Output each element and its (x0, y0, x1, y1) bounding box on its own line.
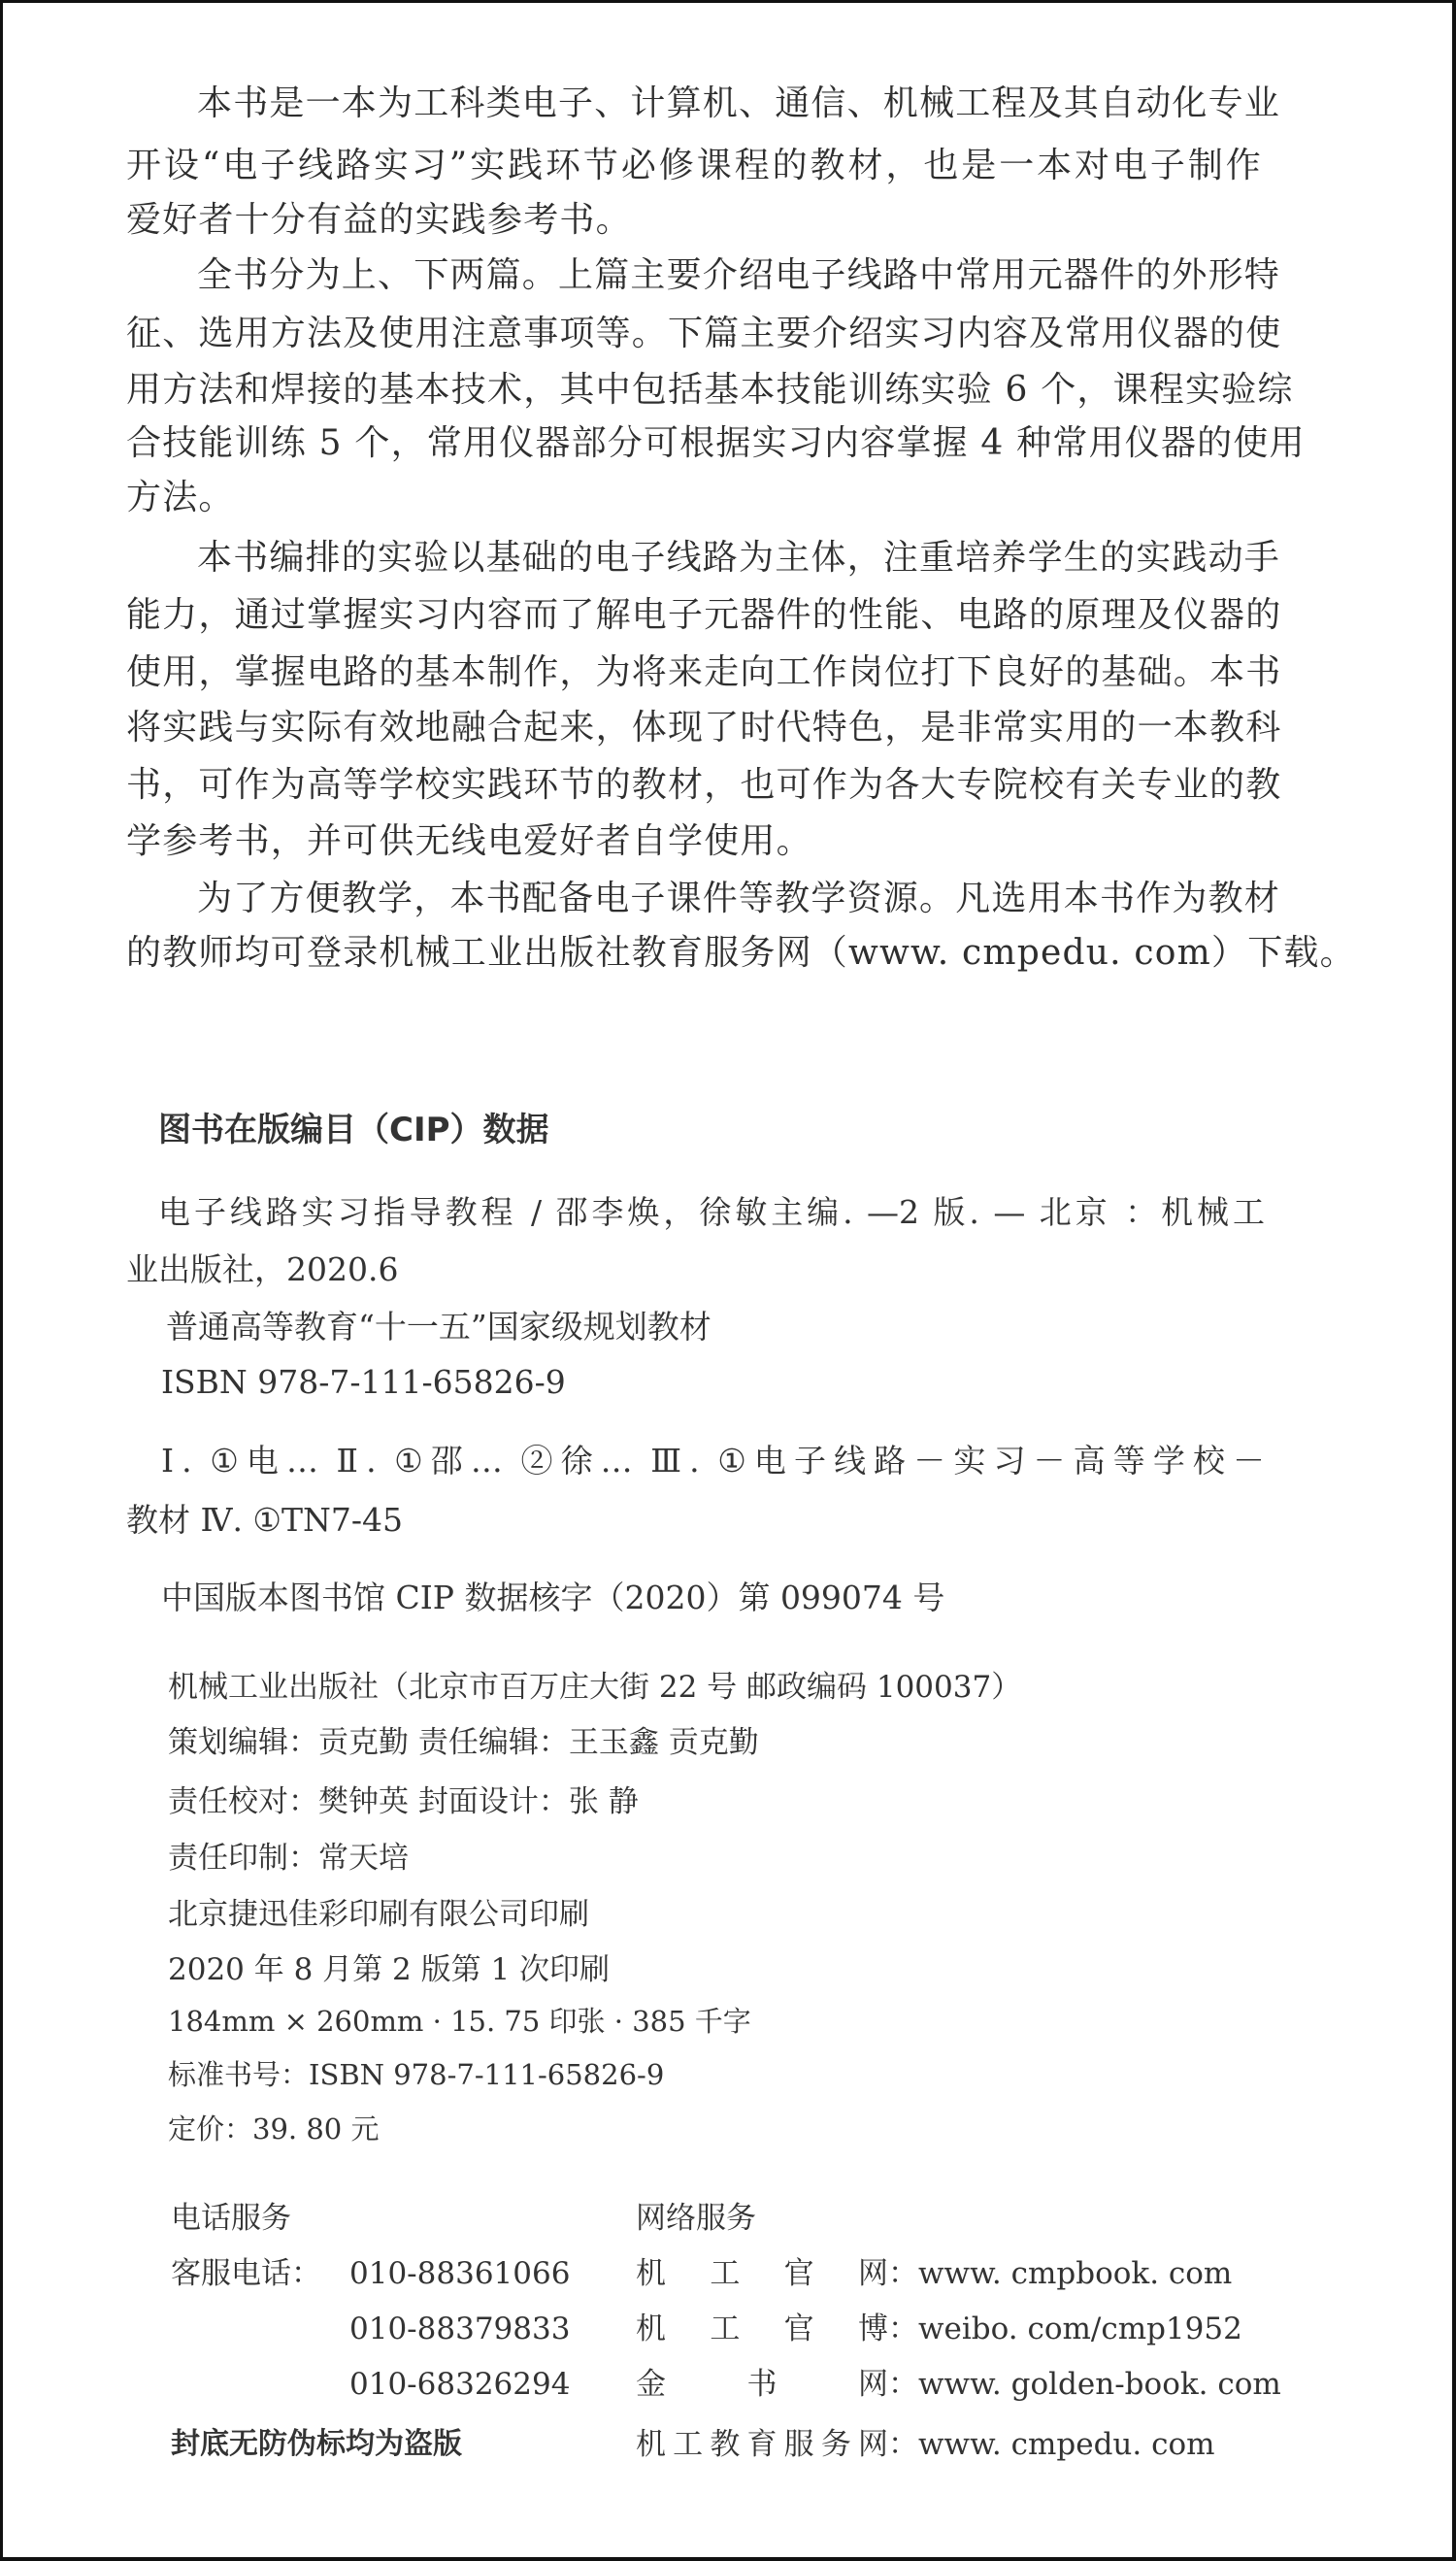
web-url[interactable]: weibo. com/cmp1952 (918, 2312, 1242, 2346)
cip-series: 普通高等教育“十一五”国家级规划教材 (166, 1308, 711, 1346)
intro-line: 用方法和焊接的基本技术，其中包括基本技能训练实验 6 个，课程实验综 (126, 370, 1294, 410)
intro-line: 学参考书，并可供无线电爱好者自学使用。 (126, 821, 812, 861)
intro-line: 的教师均可登录机械工业出版社教育服务网（www. cmpedu. com）下载。 (126, 933, 1356, 973)
publisher-address: 机械工业出版社（北京市百万庄大街 22 号 邮政编码 100037） (168, 1670, 1022, 1705)
web-item (636, 2367, 1281, 2402)
editors: 策划编辑：贡克勤 责任编辑：王玉鑫 贡克勤 (168, 1725, 759, 1760)
web-url[interactable]: www. cmpbook. com (918, 2256, 1233, 2291)
proofreader-designer: 责任校对：樊钟英 封面设计：张 静 (168, 1784, 639, 1819)
web-service-title: 网络服务 (636, 2201, 756, 2236)
cip-subjects-line: Ⅰ. ①电… Ⅱ. ①邵… ②徐… Ⅲ. ①电子线路－实习－高等学校－ (161, 1442, 1265, 1480)
cip-heading: 图书在版编目（CIP）数据 (158, 1111, 549, 1149)
web-url[interactable]: www. golden-book. com (918, 2367, 1281, 2402)
intro-line: 为了方便教学，本书配备电子课件等教学资源。凡选用本书作为教材 (197, 879, 1281, 918)
standard-book-number: 标准书号：ISBN 978-7-111-65826-9 (168, 2058, 665, 2091)
web-item (636, 2314, 1242, 2345)
intro-line: 能力，通过掌握实习内容而了解电子元器件的性能、电路的原理及仪器的 (126, 595, 1282, 635)
web-url[interactable]: www. cmpedu. com (918, 2427, 1215, 2462)
intro-line: 开设“电子线路实习”实践环节必修课程的教材，也是一本对电子制作 (126, 146, 1262, 185)
intro-line: 书，可作为高等学校实践环节的教材，也可作为各大专院校有关专业的教 (126, 765, 1282, 805)
format-info: 184mm × 260mm · 15. 75 印张 · 385 千字 (168, 2005, 751, 2038)
colon: ： (888, 2367, 918, 2402)
intro-line: 方法。 (126, 478, 235, 517)
web-label: 机工官网 (636, 2256, 888, 2291)
intro-line: 全书分为上、下两篇。上篇主要介绍电子线路中常用元器件的外形特 (197, 255, 1281, 295)
phone-number: 010-88379833 (349, 2312, 571, 2346)
intro-line: 爱好者十分有益的实践参考书。 (126, 200, 632, 240)
colon: ： (888, 2312, 918, 2346)
print-manager: 责任印制：常天培 (168, 1841, 409, 1876)
web-label: 金书网 (636, 2367, 888, 2402)
web-label: 机工教育服务网 (636, 2427, 888, 2462)
cip-subjects-line: 教材 Ⅳ. ①TN7-45 (126, 1501, 404, 1539)
cip-title-line: 电子线路实习指导教程 / 邵李焕，徐敏主编. —2 版. — 北京 ：机械工 (158, 1193, 1265, 1231)
printer: 北京捷迅佳彩印刷有限公司印刷 (168, 1897, 589, 1932)
web-item (636, 2427, 1215, 2462)
phone-label: 客服电话： (171, 2256, 321, 2291)
colon: ： (888, 2256, 918, 2291)
intro-line: 本书是一本为工科类电子、计算机、通信、机械工程及其自动化专业 (197, 83, 1281, 123)
colon: ： (888, 2427, 918, 2462)
intro-line: 使用，掌握电路的基本制作，为将来走向工作岗位打下良好的基础。本书 (126, 652, 1282, 692)
web-item (636, 2256, 1233, 2291)
web-label: 机工官博 (636, 2312, 888, 2346)
anti-piracy-notice: 封底无防伪标均为盗版 (171, 2427, 462, 2461)
intro-line: 合技能训练 5 个，常用仪器部分可根据实习内容掌握 4 种常用仪器的使用 (126, 423, 1306, 463)
intro-line: 本书编排的实验以基础的电子线路为主体，注重培养学生的实践动手 (197, 538, 1281, 578)
cip-isbn: ISBN 978-7-111-65826-9 (161, 1363, 566, 1401)
cip-library-record: 中国版本图书馆 CIP 数据核字（2020）第 099074 号 (161, 1579, 945, 1616)
edition: 2020 年 8 月第 2 版第 1 次印刷 (168, 1952, 611, 1987)
intro-line: 将实践与实际有效地融合起来，体现了时代特色，是非常实用的一本教科 (126, 708, 1282, 748)
phone-number: 010-68326294 (349, 2367, 571, 2402)
intro-line: 征、选用方法及使用注意事项等。下篇主要介绍实习内容及常用仪器的使 (126, 314, 1282, 353)
phone-number: 010-88361066 (349, 2256, 571, 2291)
cip-title-line: 业出版社，2020.6 (126, 1250, 399, 1288)
price: 定价：39. 80 元 (168, 2112, 380, 2145)
phone-service-title: 电话服务 (171, 2201, 291, 2236)
